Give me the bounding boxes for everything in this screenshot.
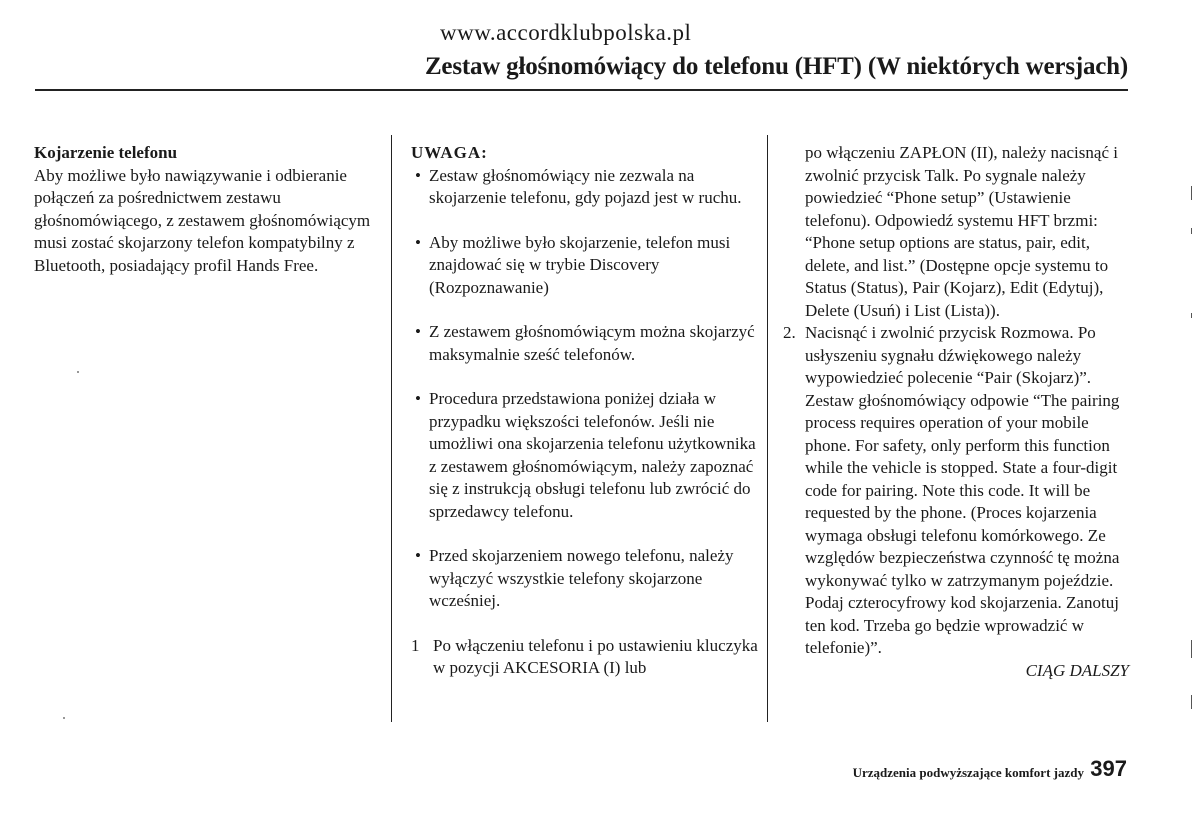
page-number: 397	[1090, 756, 1127, 781]
column-right	[783, 142, 1129, 682]
page-title: Zestaw głośnomówiący do telefonu (HFT) (W niektórych wersjach)	[424, 53, 1128, 80]
scan-edge-mark	[1191, 228, 1192, 234]
bullet-icon: •	[415, 389, 421, 408]
site-url: www.accordklubpolska.pl	[440, 20, 692, 45]
continued-label: CIĄG DALSZY	[1025, 660, 1129, 680]
scan-speck	[77, 371, 79, 373]
note-heading: UWAGA:	[411, 143, 488, 162]
title-divider	[35, 89, 1128, 91]
note-bullet: • Z zestawem głośnomówiącym można skojarzyć maksymalnie sześć telefonów.	[415, 322, 755, 364]
scan-edge-mark	[1191, 186, 1192, 200]
note-bullet: • Przed skojarzeniem nowego telefonu, należy wyłączyć wszystkie telefony skojarzone wcześniej.	[415, 546, 734, 610]
step-number: 1	[411, 635, 420, 655]
bullet-icon: •	[415, 546, 421, 565]
note-bullet: • Zestaw głośnomówiący nie zezwala na skojarzenie telefonu, gdy pojazd jest w ruchu.	[415, 165, 742, 207]
step-text: Nacisnąć i zwolnić przycisk Rozmowa. Po usłyszeniu sygnału dźwiękowego należy wypowiedzieć polecenie “Pair (Skojarz)”. Zestaw głośnomówiący odpowie “The pairing process requires operation of your mobile phone. For safety, only perform this function while the vehicle is stopped. State a four-digit code for pairing. Note this code. It will be requested by the phone. (Proces kojarzenia wymaga obsługi telefonu komórkowego. Ze względów bezpieczeństwa czynność tę można wykonywać tylko w zatrzymanym pojeździe. Podaj czterocyfrowy kod skojarzenia. Zanotuj ten kod. Trzeba go będzie wprowadzić w telefonie)”.	[805, 323, 1120, 657]
note-bullet: • Procedura przedstawiona poniżej działa w przypadku większości telefonów. Jeśli nie umożliwi ona skojarzenia telefonu użytkownika z zestawem głośnomówiącym, należy zapoznać się z instrukcją obsługi telefonu lub zwrócić do sprzedawcy telefonu.	[415, 389, 756, 521]
scan-speck	[63, 717, 65, 719]
note-bullet: • Aby możliwe było skojarzenie, telefon musi znajdować się w trybie Discovery (Rozpoznawanie)	[415, 232, 731, 297]
step-text: Po włączeniu telefonu i po ustawieniu kluczyka w pozycji AKCESORIA (I) lub	[433, 635, 758, 677]
intro-paragraph: Aby możliwe było nawiązywanie i odbieranie połączeń za pośrednictwem zestawu głośnomówiącego, z zestawem głośnomówiącym musi zostać skojarzony telefon kompatybilny z Bluetooth, posiadający profil Hands Free.	[34, 165, 371, 275]
scan-edge-mark	[1191, 640, 1192, 658]
scan-edge-mark	[1191, 313, 1192, 318]
footer-section-title: Urządzenia podwyższające komfort jazdy	[852, 765, 1084, 780]
step-continued-text: po włączeniu ZAPŁON (II), należy nacisnąć i zwolnić przycisk Talk. Po sygnale należy powiedzieć “Phone setup” (Ustawienie telefonu). Odpowiedź systemu HFT brzmi: “Phone setup options are status, pair, edit, delete, and list.” (Dostępne opcje systemu to Status (Status), Pair (Kojarz), Edit (Edytuj), Delete (Usuń) i List (Lista)).	[805, 143, 1118, 320]
bullet-icon: •	[415, 322, 421, 341]
scan-edge-mark	[1191, 695, 1192, 709]
column-divider-left	[391, 135, 392, 722]
section-heading: Kojarzenie telefonu	[34, 143, 178, 162]
column-middle	[411, 142, 761, 680]
column-left	[34, 142, 386, 277]
step-item	[411, 635, 761, 680]
step-item	[783, 322, 1129, 660]
bullet-icon: •	[415, 232, 421, 252]
step-number: 2.	[783, 323, 796, 342]
bullet-icon: •	[415, 165, 421, 185]
column-divider-right	[767, 135, 768, 722]
